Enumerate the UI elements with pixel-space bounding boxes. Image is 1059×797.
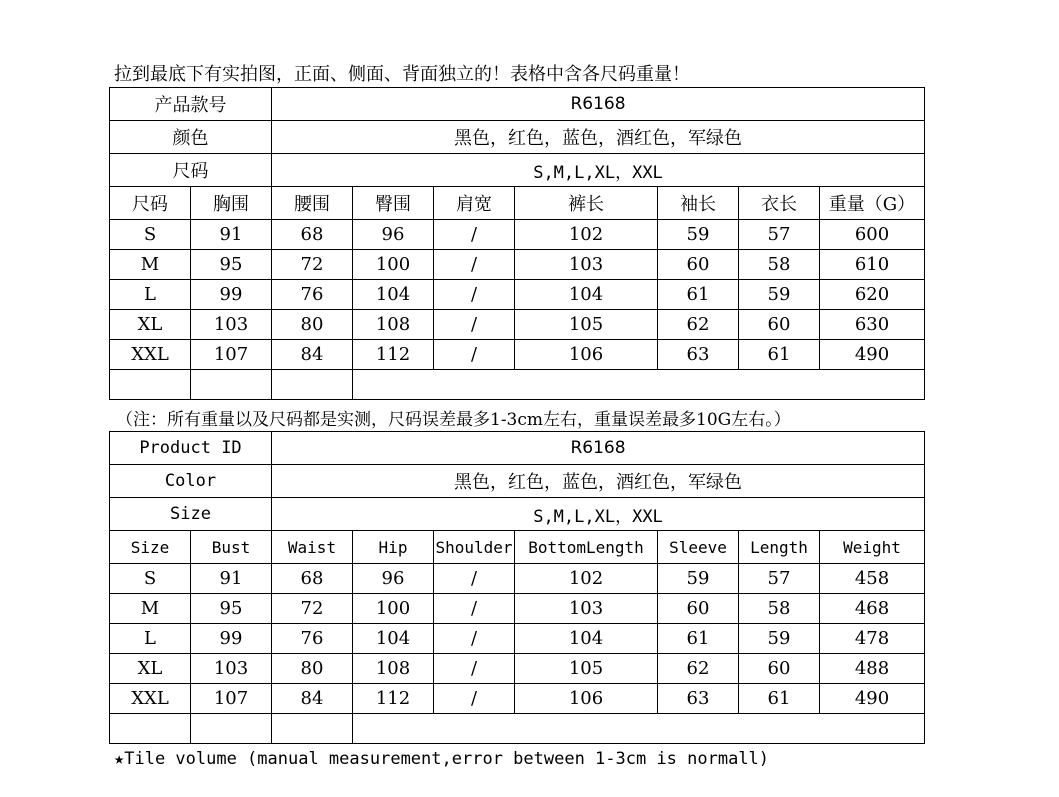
header-cell: Shoulder	[434, 531, 515, 564]
table-row	[110, 280, 925, 310]
table-row	[110, 564, 925, 594]
product-id-label: 产品款号	[110, 88, 272, 121]
product-id-value: R6168	[272, 88, 925, 121]
intro-text: 拉到最底下有实拍图，正面、侧面、背面独立的！表格中含各尺码重量！	[114, 64, 690, 85]
table-cell: 104	[515, 624, 658, 654]
table-cell: 630	[820, 310, 925, 340]
header-cell: 衣长	[739, 187, 820, 220]
table-row	[110, 684, 925, 714]
table-cell: 610	[820, 250, 925, 280]
table-cell: 80	[272, 310, 353, 340]
table-cell: 102	[515, 220, 658, 250]
table-cell: 600	[820, 220, 925, 250]
empty-cell	[272, 714, 353, 744]
size-table-chinese	[109, 87, 925, 400]
table-cell: 57	[739, 220, 820, 250]
table-cell: 488	[820, 654, 925, 684]
table-row	[110, 220, 925, 250]
color-label: Color	[110, 465, 272, 498]
table-cell: 107	[191, 340, 272, 370]
size-row	[110, 154, 925, 187]
table-cell: 490	[820, 340, 925, 370]
table-row	[110, 250, 925, 280]
table-cell: 60	[658, 594, 739, 624]
table-cell: 57	[739, 564, 820, 594]
header-cell: 腰围	[272, 187, 353, 220]
table-cell: /	[434, 684, 515, 714]
table-cell: 76	[272, 624, 353, 654]
color-row	[110, 121, 925, 154]
table-cell: M	[110, 594, 191, 624]
table-cell: 112	[353, 340, 434, 370]
table-cell: 100	[353, 250, 434, 280]
table-cell: 468	[820, 594, 925, 624]
table-cell: 61	[658, 280, 739, 310]
table-cell: XXL	[110, 684, 191, 714]
table-cell: 61	[739, 684, 820, 714]
table-cell: 102	[515, 564, 658, 594]
table-cell: /	[434, 654, 515, 684]
table-cell: 620	[820, 280, 925, 310]
header-cell: 袖长	[658, 187, 739, 220]
table-cell: 63	[658, 684, 739, 714]
product-id-row	[110, 432, 925, 465]
table-cell: S	[110, 220, 191, 250]
table-cell: 60	[739, 310, 820, 340]
empty-cell	[191, 714, 272, 744]
table-cell: 84	[272, 340, 353, 370]
size-value: S,M,L,XL，XXL	[272, 154, 925, 187]
table-cell: 84	[272, 684, 353, 714]
table-cell: 490	[820, 684, 925, 714]
table-cell: 62	[658, 654, 739, 684]
table-row	[110, 594, 925, 624]
table-cell: 105	[515, 654, 658, 684]
table-cell: XL	[110, 654, 191, 684]
footer-note: ★Tile volume (manual measurement,error between 1-3cm is normall)	[114, 749, 770, 769]
header-cell: Weight	[820, 531, 925, 564]
header-cell: Length	[739, 531, 820, 564]
table-cell: 59	[739, 280, 820, 310]
table-cell: 478	[820, 624, 925, 654]
table-header-row	[110, 187, 925, 220]
size-row	[110, 498, 925, 531]
color-row	[110, 465, 925, 498]
header-cell: 胸围	[191, 187, 272, 220]
header-cell: Waist	[272, 531, 353, 564]
table-cell: 108	[353, 654, 434, 684]
table-cell: 68	[272, 220, 353, 250]
table-cell: 108	[353, 310, 434, 340]
table-cell: 103	[191, 654, 272, 684]
empty-row	[110, 370, 925, 400]
color-value: 黑色，红色，蓝色，酒红色，军绿色	[272, 121, 925, 154]
table-cell: 103	[191, 310, 272, 340]
table-cell: /	[434, 250, 515, 280]
table-cell: 95	[191, 250, 272, 280]
table-cell: 63	[658, 340, 739, 370]
empty-row	[110, 714, 925, 744]
header-cell: Sleeve	[658, 531, 739, 564]
table-cell: 106	[515, 340, 658, 370]
empty-cell	[272, 370, 353, 400]
table-cell: /	[434, 564, 515, 594]
table-cell: 103	[515, 250, 658, 280]
table-cell: 62	[658, 310, 739, 340]
table-cell: L	[110, 280, 191, 310]
table-cell: /	[434, 340, 515, 370]
table-cell: 61	[739, 340, 820, 370]
table-cell: 61	[658, 624, 739, 654]
header-cell: Hip	[353, 531, 434, 564]
table-cell: 80	[272, 654, 353, 684]
size-label: 尺码	[110, 154, 272, 187]
table-cell: 107	[191, 684, 272, 714]
table-cell: 58	[739, 250, 820, 280]
table-cell: 76	[272, 280, 353, 310]
size-value: S,M,L,XL，XXL	[272, 498, 925, 531]
table-cell: 72	[272, 594, 353, 624]
table-cell: /	[434, 594, 515, 624]
table-cell: 99	[191, 280, 272, 310]
table-cell: 59	[658, 564, 739, 594]
table-row	[110, 624, 925, 654]
table-cell: 95	[191, 594, 272, 624]
table-cell: 106	[515, 684, 658, 714]
table-cell: 100	[353, 594, 434, 624]
table-row	[110, 310, 925, 340]
table-cell: 104	[353, 280, 434, 310]
table-cell: /	[434, 310, 515, 340]
empty-cell	[191, 370, 272, 400]
table-cell: 112	[353, 684, 434, 714]
table-cell: M	[110, 250, 191, 280]
table-cell: 59	[739, 624, 820, 654]
table-cell: 91	[191, 220, 272, 250]
header-cell: 裤长	[515, 187, 658, 220]
header-cell: 重量（G）	[820, 187, 925, 220]
table-cell: 99	[191, 624, 272, 654]
table-cell: 105	[515, 310, 658, 340]
table-cell: 59	[658, 220, 739, 250]
table-cell: 458	[820, 564, 925, 594]
header-cell: 臀围	[353, 187, 434, 220]
empty-cell	[353, 714, 925, 744]
header-cell: 肩宽	[434, 187, 515, 220]
header-cell: Size	[110, 531, 191, 564]
header-cell: 尺码	[110, 187, 191, 220]
product-id-label: Product ID	[110, 432, 272, 465]
color-label: 颜色	[110, 121, 272, 154]
table-cell: /	[434, 624, 515, 654]
table-row	[110, 654, 925, 684]
table-cell: 91	[191, 564, 272, 594]
table-cell: 60	[658, 250, 739, 280]
size-label: Size	[110, 498, 272, 531]
empty-cell	[110, 370, 191, 400]
table-cell: 72	[272, 250, 353, 280]
table-cell: XL	[110, 310, 191, 340]
header-cell: Bust	[191, 531, 272, 564]
table-cell: 96	[353, 564, 434, 594]
table-cell: L	[110, 624, 191, 654]
color-value: 黑色，红色，蓝色，酒红色，军绿色	[272, 465, 925, 498]
table-cell: 58	[739, 594, 820, 624]
table-cell: /	[434, 280, 515, 310]
table-cell: 103	[515, 594, 658, 624]
table-cell: XXL	[110, 340, 191, 370]
header-cell: BottomLength	[515, 531, 658, 564]
table-cell: 104	[515, 280, 658, 310]
product-id-value: R6168	[272, 432, 925, 465]
measurement-note: （注：所有重量以及尺码都是实测，尺码误差最多1-3cm左右，重量误差最多10G左右。）	[116, 410, 791, 430]
product-id-row	[110, 88, 925, 121]
empty-cell	[353, 370, 925, 400]
table-cell: 60	[739, 654, 820, 684]
table-cell: 96	[353, 220, 434, 250]
table-cell: 68	[272, 564, 353, 594]
empty-cell	[110, 714, 191, 744]
table-cell: S	[110, 564, 191, 594]
size-table-english	[109, 431, 925, 744]
table-header-row	[110, 531, 925, 564]
table-cell: /	[434, 220, 515, 250]
table-row	[110, 340, 925, 370]
table-cell: 104	[353, 624, 434, 654]
